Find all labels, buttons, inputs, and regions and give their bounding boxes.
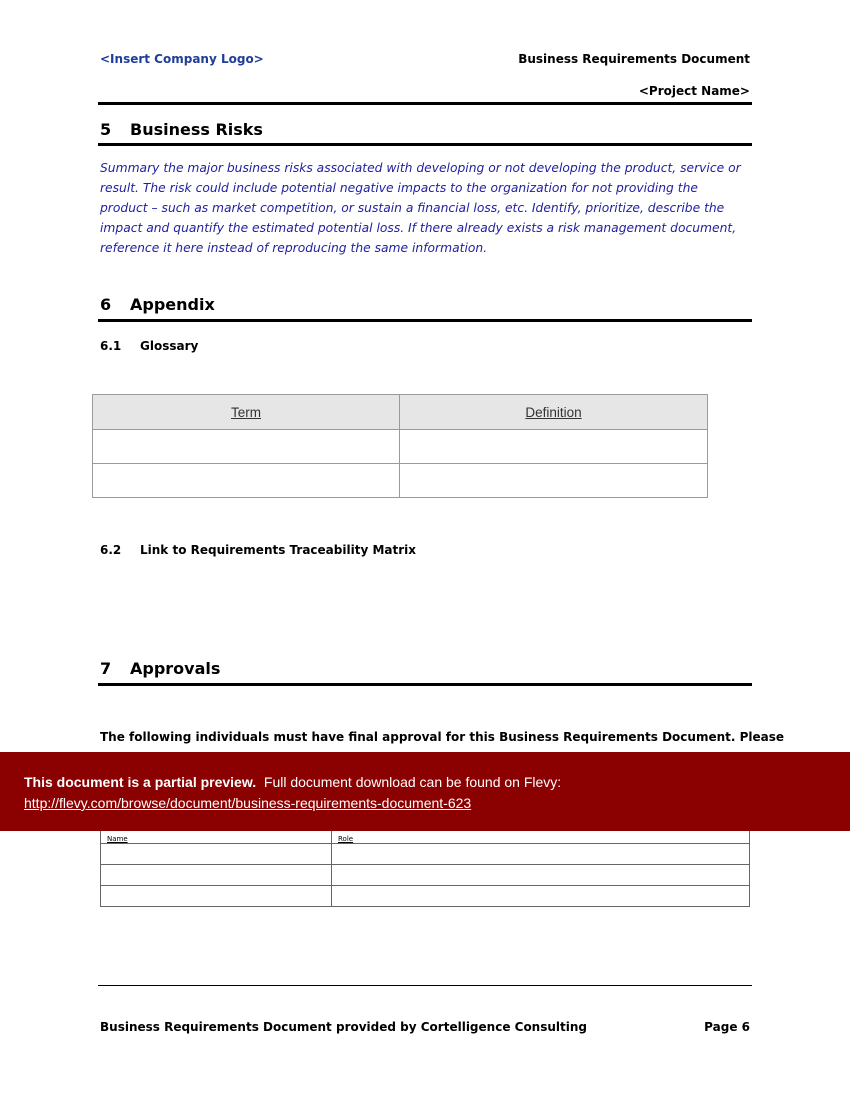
section-6-heading <box>100 295 215 314</box>
table-cell[interactable] <box>93 464 400 498</box>
table-cell[interactable] <box>101 844 332 865</box>
document-title: Business Requirements Document <box>518 52 750 66</box>
subsection-title: Glossary <box>140 339 199 353</box>
download-link[interactable]: http://flevy.com/browse/document/business-requirements-document-623 <box>24 795 472 811</box>
column-header-name: Name <box>101 823 332 844</box>
business-risks-summary <box>100 158 750 258</box>
summary-line: reference it here instead of reproducing the same information. <box>100 241 488 255</box>
section-divider <box>98 683 752 686</box>
section-divider <box>98 319 752 322</box>
approvals-intro: The following individuals must have final approval for this Business Requirements Document. Please <box>100 730 785 744</box>
table-row <box>101 865 750 886</box>
footer-credit: Business Requirements Document provided by Cortelligence Consulting <box>100 1020 588 1034</box>
table-cell[interactable] <box>400 430 708 464</box>
approvals-table <box>100 822 750 907</box>
summary-line: result. The risk could include potential negative impacts to the organization for not providing the <box>100 181 698 195</box>
table-cell[interactable] <box>101 865 332 886</box>
subsection-number: 6.1 <box>100 339 122 353</box>
section-5-heading <box>100 120 263 139</box>
table-cell[interactable] <box>332 865 750 886</box>
table-header-row <box>93 395 708 430</box>
company-logo-placeholder: <Insert Company Logo> <box>100 52 264 66</box>
project-name: <Project Name> <box>638 84 750 98</box>
glossary-table <box>92 394 708 498</box>
column-header-term: Term <box>93 395 400 430</box>
section-number: 7 <box>100 659 112 678</box>
table-row <box>93 430 708 464</box>
table-row <box>93 464 708 498</box>
subsection-6-1-heading <box>100 339 198 353</box>
footer-divider <box>98 985 752 986</box>
preview-notice-text: Full document download can be found on Flevy: <box>263 774 562 790</box>
section-title: Approvals <box>130 659 221 678</box>
summary-line: impact and quantify the estimated potential loss. If there already exists a risk management document, <box>100 221 737 235</box>
summary-line: product – such as market competition, or sustain a financial loss, etc. Identify, prioritize, describe the <box>100 201 725 215</box>
section-title: Business Risks <box>130 120 263 139</box>
column-header-role: Role <box>332 823 750 844</box>
table-cell[interactable] <box>332 886 750 907</box>
section-divider <box>98 143 752 146</box>
subsection-number: 6.2 <box>100 543 122 557</box>
preview-notice-bold: This document is a partial preview. <box>24 774 257 790</box>
subsection-6-2-heading <box>100 543 416 557</box>
section-number: 5 <box>100 120 112 139</box>
table-row <box>101 844 750 865</box>
table-cell[interactable] <box>400 464 708 498</box>
page-number: Page 6 <box>704 1020 750 1034</box>
summary-line: Summary the major business risks associated with developing or not developing the product, service or <box>100 161 741 175</box>
table-cell[interactable] <box>332 844 750 865</box>
table-cell[interactable] <box>101 886 332 907</box>
preview-notice <box>24 774 561 790</box>
section-title: Appendix <box>130 295 215 314</box>
header-divider <box>98 102 752 105</box>
section-number: 6 <box>100 295 112 314</box>
column-header-definition: Definition <box>400 395 708 430</box>
table-cell[interactable] <box>93 430 400 464</box>
subsection-title: Link to Requirements Traceability Matrix <box>140 543 416 557</box>
section-7-heading <box>100 659 220 678</box>
preview-banner <box>0 752 850 831</box>
table-row <box>101 886 750 907</box>
